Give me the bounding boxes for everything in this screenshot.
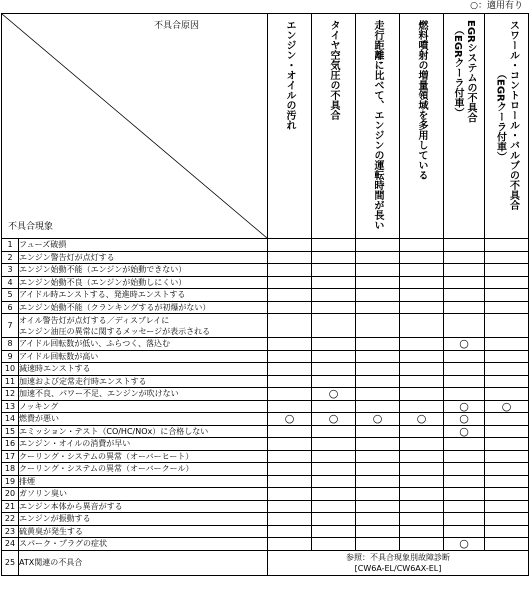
empty-cell	[312, 314, 356, 338]
cause-column-header	[400, 14, 444, 239]
table-row	[2, 500, 529, 513]
table-row-last	[2, 550, 529, 575]
empty-cell	[268, 475, 312, 488]
empty-cell	[485, 488, 529, 501]
row-number: 16	[2, 438, 19, 451]
applicable-mark: ○	[312, 413, 356, 426]
symptom-label	[19, 239, 268, 252]
row-number: 10	[2, 363, 19, 376]
cause-column-text: スワール・コントロール・バルブの不具合	[507, 20, 519, 210]
table-row	[2, 276, 529, 289]
empty-cell	[400, 251, 444, 264]
empty-cell	[356, 400, 400, 413]
symptom-label	[19, 500, 268, 513]
empty-cell	[268, 239, 312, 252]
empty-cell	[400, 425, 444, 438]
empty-cell	[312, 425, 356, 438]
row-number: 12	[2, 388, 19, 401]
symptom-text: アイドル時エンストする、発進時エンストする	[19, 290, 186, 300]
reference-note	[268, 550, 529, 575]
empty-cell	[356, 276, 400, 289]
empty-cell	[356, 438, 400, 451]
empty-cell	[400, 264, 444, 277]
empty-cell	[444, 314, 485, 338]
cause-column-text: （EGRクーラ付車）	[452, 25, 463, 118]
empty-cell	[312, 251, 356, 264]
row-number: 5	[2, 289, 19, 302]
empty-cell	[444, 264, 485, 277]
symptom-text: ガソリン臭い	[19, 489, 67, 499]
symptom-text: エンジン始動不能（クランキングするが初爆がない）	[19, 302, 211, 312]
empty-cell	[312, 475, 356, 488]
empty-cell	[444, 301, 485, 314]
empty-cell	[312, 375, 356, 388]
empty-cell	[400, 388, 444, 401]
empty-cell	[400, 538, 444, 551]
empty-cell	[356, 375, 400, 388]
empty-cell	[356, 301, 400, 314]
empty-cell	[312, 525, 356, 538]
applicable-mark: ○	[312, 388, 356, 401]
cause-column-label	[327, 20, 340, 120]
empty-cell	[485, 463, 529, 476]
table-row	[2, 538, 529, 551]
symptom-label	[19, 289, 268, 302]
symptom-text: アイドル回転数が低い、ふらつく、落込む	[19, 339, 171, 349]
empty-cell	[485, 450, 529, 463]
empty-cell	[356, 350, 400, 363]
symptom-label	[19, 413, 268, 426]
empty-cell	[356, 314, 400, 338]
empty-cell	[268, 301, 312, 314]
cause-column-text: 走行距離に比べて、エンジンの運転時間が長い	[372, 20, 383, 230]
symptom-label	[19, 314, 268, 338]
empty-cell	[312, 350, 356, 363]
empty-cell	[268, 363, 312, 376]
empty-cell	[444, 276, 485, 289]
empty-cell	[268, 538, 312, 551]
table-row	[2, 450, 529, 463]
table-row	[2, 314, 529, 338]
empty-cell	[312, 239, 356, 252]
empty-cell	[400, 400, 444, 413]
row-number: 13	[2, 400, 19, 413]
empty-cell	[268, 276, 312, 289]
empty-cell	[356, 475, 400, 488]
empty-cell	[444, 363, 485, 376]
symptom-label	[19, 475, 268, 488]
symptom-text: 燃費が悪い	[19, 414, 59, 424]
cause-column-label	[451, 20, 477, 123]
header-diagonal-line	[2, 14, 267, 238]
empty-cell	[485, 538, 529, 551]
row-number: 8	[2, 338, 19, 351]
empty-cell	[312, 264, 356, 277]
empty-cell	[400, 363, 444, 376]
applicable-mark: ○	[356, 413, 400, 426]
empty-cell	[485, 425, 529, 438]
cause-column-header	[356, 14, 400, 239]
corner-header-cell	[2, 14, 268, 239]
empty-cell	[400, 289, 444, 302]
symptom-label	[19, 538, 268, 551]
table-row	[2, 264, 529, 277]
empty-cell	[444, 450, 485, 463]
symptom-text: フューズ破損	[19, 240, 67, 250]
cause-column-header	[312, 14, 356, 239]
empty-cell	[400, 239, 444, 252]
empty-cell	[356, 338, 400, 351]
row-number: 15	[2, 425, 19, 438]
symptom-text: 硫黄臭が発生する	[19, 526, 83, 536]
table-row	[2, 475, 529, 488]
table-row	[2, 239, 529, 252]
empty-cell	[356, 450, 400, 463]
empty-cell	[485, 289, 529, 302]
symptom-label	[19, 338, 268, 351]
empty-cell	[312, 488, 356, 501]
empty-cell	[444, 350, 485, 363]
row-number: 20	[2, 488, 19, 501]
row-number: 23	[2, 525, 19, 538]
empty-cell	[312, 450, 356, 463]
empty-cell	[312, 363, 356, 376]
empty-cell	[356, 500, 400, 513]
applicable-mark: ○	[444, 338, 485, 351]
symptom-text: アイドル回転数が高い	[19, 351, 99, 361]
applicable-mark: ○	[444, 413, 485, 426]
empty-cell	[268, 314, 312, 338]
empty-cell	[356, 388, 400, 401]
symptom-text: クーリング・システムの異常（オーバークール）	[19, 464, 194, 474]
empty-cell	[356, 513, 400, 526]
symptom-text: エンジン本体から異音がする	[19, 501, 123, 511]
empty-cell	[400, 488, 444, 501]
empty-cell	[268, 425, 312, 438]
empty-cell	[485, 525, 529, 538]
legend-note: ○：適用有り	[470, 1, 523, 11]
empty-cell	[356, 251, 400, 264]
reference-text: [CW6A-EL/CW6AX-EL]	[354, 563, 442, 573]
empty-cell	[444, 463, 485, 476]
table-row	[2, 425, 529, 438]
empty-cell	[444, 513, 485, 526]
empty-cell	[485, 338, 529, 351]
symptom-label	[19, 425, 268, 438]
symptom-label	[19, 363, 268, 376]
symptom-text: エンジン・オイルの消費が早い	[19, 439, 131, 449]
empty-cell	[485, 239, 529, 252]
symptom-label	[19, 438, 268, 451]
empty-cell	[312, 338, 356, 351]
symptom-label	[19, 488, 268, 501]
table-row	[2, 525, 529, 538]
symptom-text: エンジン警告灯が点灯する	[19, 252, 115, 262]
symptom-label	[19, 251, 268, 264]
symptom-label	[19, 375, 268, 388]
cause-axis-title: 不具合原因	[153, 21, 199, 31]
empty-cell	[312, 463, 356, 476]
empty-cell	[400, 314, 444, 338]
empty-cell	[268, 463, 312, 476]
row-number: 11	[2, 375, 19, 388]
symptom-text: スパーク・プラグの症状	[19, 539, 107, 549]
table-row	[2, 350, 529, 363]
symptom-label	[19, 276, 268, 289]
empty-cell	[268, 264, 312, 277]
cause-column-text: 燃料噴射の増量領域を多用している	[416, 20, 427, 180]
symptom-text: 加速および定常走行時エンストする	[19, 376, 147, 386]
symptom-text: エンジン始動不能（エンジンが始動できない）	[19, 265, 187, 275]
empty-cell	[356, 488, 400, 501]
symptom-text: クーリング・システムの異常（オーバーヒート）	[19, 451, 194, 461]
empty-cell	[356, 425, 400, 438]
cause-column-label	[415, 20, 428, 180]
table-row	[2, 251, 529, 264]
symptom-text: エンジンが振動する	[19, 514, 91, 524]
applicable-mark: ○	[444, 400, 485, 413]
empty-cell	[400, 438, 444, 451]
cause-column-label	[371, 20, 384, 230]
symptom-label	[19, 264, 268, 277]
empty-cell	[356, 289, 400, 302]
empty-cell	[485, 388, 529, 401]
applicable-mark: ○	[444, 538, 485, 551]
symptom-label	[19, 450, 268, 463]
empty-cell	[268, 513, 312, 526]
symptom-label	[19, 301, 268, 314]
table-row	[2, 289, 529, 302]
cause-column-label	[494, 20, 520, 210]
empty-cell	[444, 525, 485, 538]
empty-cell	[485, 264, 529, 277]
symptom-label	[19, 463, 268, 476]
empty-cell	[400, 338, 444, 351]
empty-cell	[444, 388, 485, 401]
empty-cell	[444, 251, 485, 264]
table-row	[2, 338, 529, 351]
empty-cell	[356, 538, 400, 551]
empty-cell	[312, 301, 356, 314]
applicable-mark: ○	[268, 413, 312, 426]
empty-cell	[312, 438, 356, 451]
empty-cell	[400, 525, 444, 538]
empty-cell	[268, 525, 312, 538]
cause-column-text: EGRシステムの不具合	[465, 20, 476, 123]
table-row	[2, 463, 529, 476]
empty-cell	[312, 289, 356, 302]
row-number: 19	[2, 475, 19, 488]
cause-column-label	[283, 20, 296, 130]
empty-cell	[312, 276, 356, 289]
table-row	[2, 363, 529, 376]
row-number: 18	[2, 463, 19, 476]
symptom-text: エンジン油圧の異常に関するメッセージが表示される	[19, 326, 211, 336]
empty-cell	[268, 375, 312, 388]
symptom-label	[19, 525, 268, 538]
empty-cell	[268, 400, 312, 413]
row-number: 1	[2, 239, 19, 252]
empty-cell	[400, 513, 444, 526]
table-row	[2, 438, 529, 451]
empty-cell	[444, 475, 485, 488]
empty-cell	[268, 500, 312, 513]
symptom-axis-title: 不具合現象	[8, 222, 54, 232]
empty-cell	[312, 513, 356, 526]
empty-cell	[400, 350, 444, 363]
empty-cell	[485, 314, 529, 338]
empty-cell	[485, 513, 529, 526]
empty-cell	[356, 239, 400, 252]
cause-column-header	[485, 14, 529, 239]
applicable-mark: ○	[400, 413, 444, 426]
empty-cell	[485, 251, 529, 264]
empty-cell	[268, 450, 312, 463]
empty-cell	[400, 375, 444, 388]
empty-cell	[400, 463, 444, 476]
row-number: 2	[2, 251, 19, 264]
row-number: 24	[2, 538, 19, 551]
empty-cell	[268, 338, 312, 351]
empty-cell	[400, 450, 444, 463]
empty-cell	[312, 500, 356, 513]
symptom-text: オイル警告灯が点灯する／ディスプレイに	[19, 315, 170, 325]
table-row	[2, 388, 529, 401]
row-number: 7	[2, 314, 19, 338]
empty-cell	[444, 438, 485, 451]
cause-column-header	[268, 14, 312, 239]
empty-cell	[485, 438, 529, 451]
symptom-label	[19, 388, 268, 401]
symptom-label	[19, 400, 268, 413]
table-row	[2, 413, 529, 426]
table-row	[2, 375, 529, 388]
table-row	[2, 488, 529, 501]
row-number: 22	[2, 513, 19, 526]
empty-cell	[444, 239, 485, 252]
empty-cell	[485, 475, 529, 488]
symptom-text: ノッキング	[19, 401, 59, 411]
empty-cell	[400, 301, 444, 314]
empty-cell	[444, 488, 485, 501]
empty-cell	[312, 400, 356, 413]
cause-column-text: （EGRクーラ付車）	[494, 68, 506, 162]
empty-cell	[356, 264, 400, 277]
row-number: 21	[2, 500, 19, 513]
row-number: 25	[2, 550, 19, 575]
empty-cell	[268, 488, 312, 501]
row-number: 9	[2, 350, 19, 363]
empty-cell	[268, 289, 312, 302]
cause-column-text: タイヤ空気圧の不具合	[328, 20, 339, 120]
empty-cell	[268, 388, 312, 401]
symptom-text: 減速時エンストする	[19, 364, 91, 374]
empty-cell	[485, 413, 529, 426]
row-number: 14	[2, 413, 19, 426]
reference-text: 参照：不具合現象別故障診断	[346, 552, 450, 562]
empty-cell	[356, 363, 400, 376]
empty-cell	[444, 500, 485, 513]
symptom-text: エミッション・テスト（CO/HC/NOx）に合格しない	[19, 426, 209, 436]
cause-column-text: エンジン・オイルの汚れ	[284, 20, 295, 130]
empty-cell	[400, 500, 444, 513]
applicable-mark: ○	[444, 425, 485, 438]
table-row	[2, 301, 529, 314]
empty-cell	[485, 500, 529, 513]
empty-cell	[444, 375, 485, 388]
table-row	[2, 400, 529, 413]
symptom-label	[19, 513, 268, 526]
symptom-label	[19, 350, 268, 363]
applicable-mark: ○	[485, 400, 529, 413]
empty-cell	[400, 475, 444, 488]
empty-cell	[400, 276, 444, 289]
empty-cell	[268, 438, 312, 451]
empty-cell	[485, 363, 529, 376]
row-number: 3	[2, 264, 19, 277]
empty-cell	[485, 276, 529, 289]
table-row	[2, 513, 529, 526]
cause-column-header	[444, 14, 485, 239]
empty-cell	[356, 463, 400, 476]
empty-cell	[268, 251, 312, 264]
empty-cell	[444, 289, 485, 302]
symptom-cause-table	[1, 13, 529, 576]
empty-cell	[485, 350, 529, 363]
symptom-text: 排煙	[19, 476, 35, 486]
empty-cell	[485, 301, 529, 314]
empty-cell	[485, 375, 529, 388]
empty-cell	[356, 525, 400, 538]
symptom-label: ATX関連の不具合	[19, 550, 268, 575]
row-number: 17	[2, 450, 19, 463]
empty-cell	[268, 350, 312, 363]
symptom-text: 加速不良、パワー不足、エンジンが吹けない	[19, 389, 179, 399]
symptom-text: エンジン始動不良（エンジンが始動しにくい）	[19, 277, 187, 287]
row-number: 4	[2, 276, 19, 289]
row-number: 6	[2, 301, 19, 314]
header-row	[2, 14, 529, 239]
empty-cell	[312, 538, 356, 551]
